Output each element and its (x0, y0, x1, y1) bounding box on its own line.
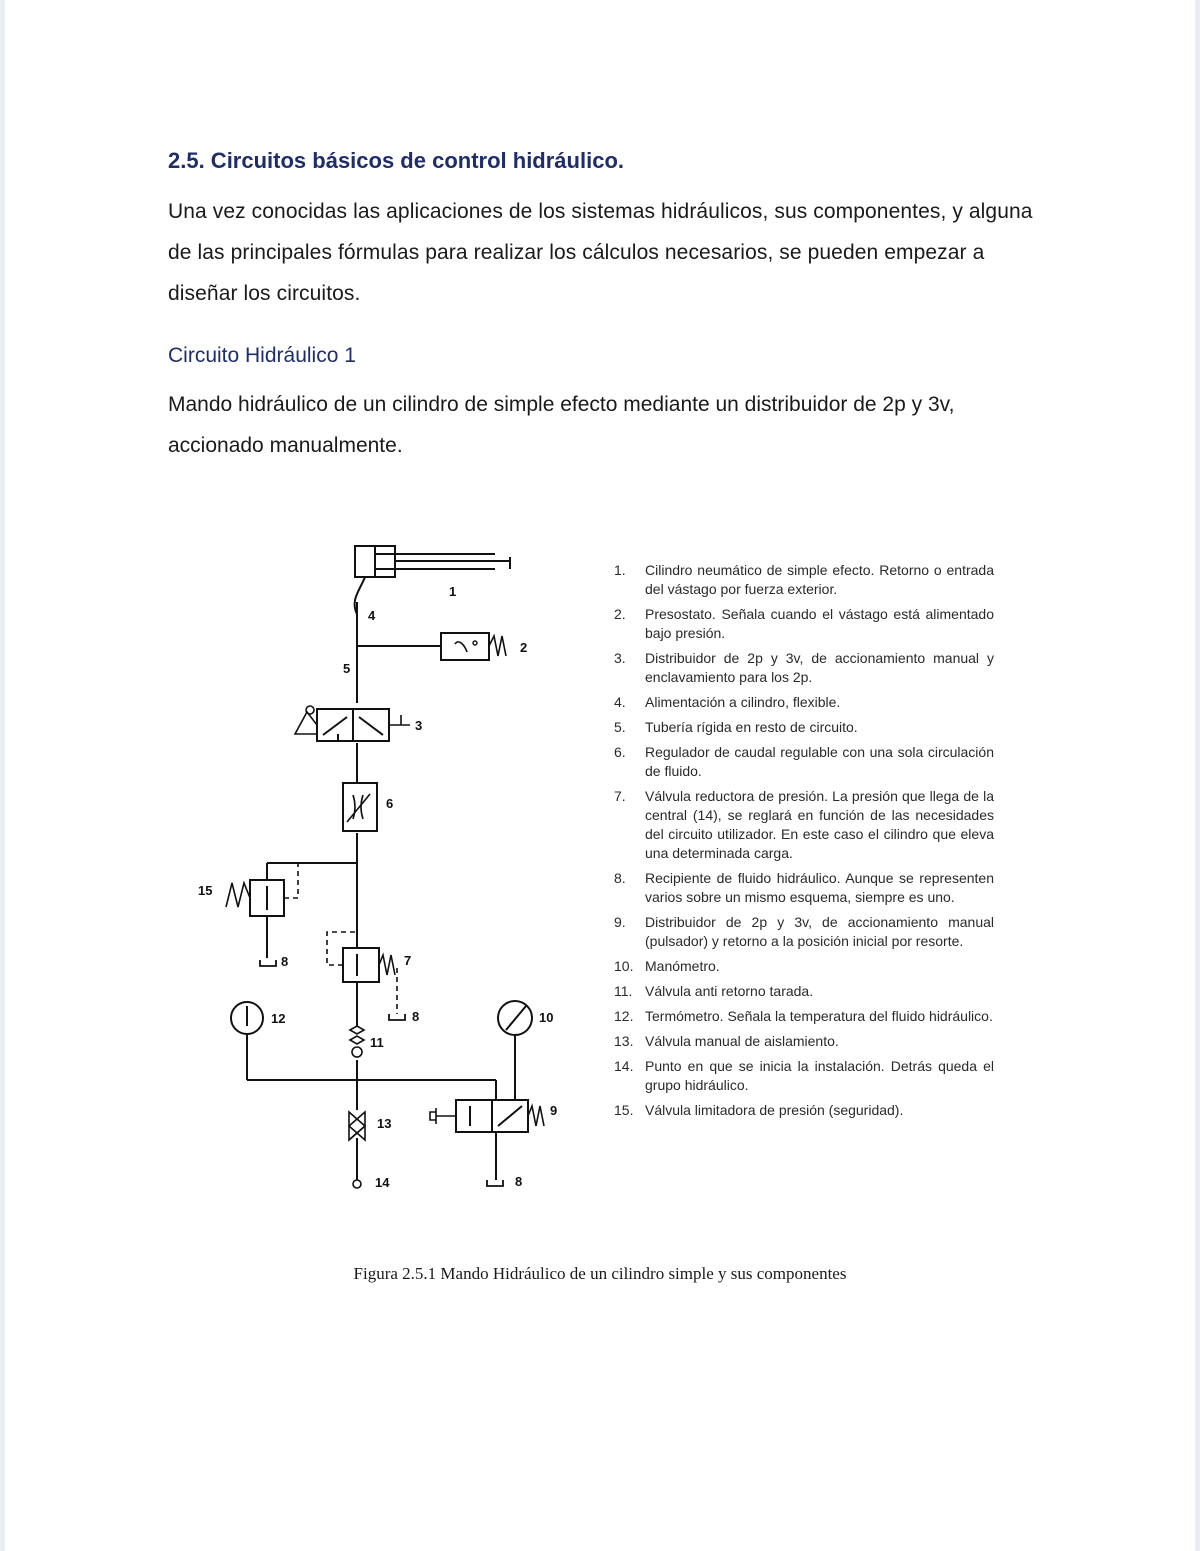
component-legend (614, 561, 994, 1126)
legend-number: 8. (614, 870, 626, 886)
manual-distributor (295, 706, 410, 741)
diagram-label: 13 (377, 1116, 392, 1131)
diagram-label: 1 (449, 584, 457, 599)
legend-number: 10. (614, 958, 634, 974)
figure-caption: Figura 2.5.1 Mando Hidráulico de un cilindro simple y sus componentes (353, 1264, 847, 1283)
tank-icon (260, 960, 276, 966)
legend-number: 6. (614, 744, 626, 760)
legend-item (614, 649, 994, 687)
page-edge-right (1195, 0, 1200, 1551)
legend-text: Alimentación a cilindro, flexible. (645, 694, 841, 710)
legend-item (614, 869, 994, 907)
legend-text: Válvula limitadora de presión (seguridad). (645, 1102, 904, 1118)
legend-number: 5. (614, 719, 626, 735)
legend-item (614, 743, 994, 781)
legend-text: Presostato. Señala cuando el vástago está alimentado bajo presión. (645, 606, 994, 641)
legend-text: Recipiente de fluido hidráulico. Aunque se representen varios sobre un mismo esquema, siempre es uno. (645, 870, 994, 905)
diagram-label: 4 (368, 608, 376, 623)
tank-icon (487, 1180, 503, 1186)
diagram-label: 6 (386, 796, 394, 811)
diagram-label: 14 (375, 1175, 390, 1190)
diagram-label: 2 (520, 640, 528, 655)
pushbutton-distributor (430, 1100, 544, 1180)
manometer (498, 1001, 532, 1100)
legend-number: 14. (614, 1058, 634, 1074)
legend-text: Punto en que se inicia la instalación. Detrás queda el grupo hidráulico. (645, 1058, 994, 1093)
legend-text: Termómetro. Señala la temperatura del fluido hidráulico. (645, 1008, 993, 1024)
legend-text: Válvula manual de aislamiento. (645, 1033, 839, 1049)
legend-item (614, 693, 994, 712)
legend-item (614, 1057, 994, 1095)
legend-item (614, 1007, 994, 1026)
supply-point (353, 1180, 361, 1188)
legend-text: Tubería rígida en resto de circuito. (645, 719, 858, 735)
legend-number: 9. (614, 914, 626, 930)
diagram-label: 15 (198, 883, 213, 898)
diagram-label: 10 (539, 1010, 554, 1025)
legend-text: Cilindro neumático de simple efecto. Retorno o entrada del vástago por fuerza exterior. (645, 562, 994, 597)
legend-text: Distribuidor de 2p y 3v, de accionamiento manual y enclavamiento para los 2p. (645, 650, 994, 685)
pressure-switch (357, 633, 506, 660)
legend-item (614, 718, 994, 737)
legend-number: 12. (614, 1008, 634, 1024)
page-edge-left (0, 0, 5, 1551)
diagram-label: 8 (281, 954, 289, 969)
section-heading: 2.5. Circuitos básicos de control hidráulico. (168, 148, 624, 173)
manual-isolation-valve (349, 1112, 365, 1140)
single-acting-cylinder (355, 546, 510, 577)
intro-paragraph: Una vez conocidas las aplicaciones de los sistemas hidráulicos, sus componentes, y alguna de las principales fórmulas para realizar los cálculos necesarios, se pueden empezar a diseñar los circuitos. (168, 200, 1033, 305)
circuit-description: Mando hidráulico de un cilindro de simple efecto mediante un distribuidor de 2p y 3v, accionado manualmente. (168, 393, 955, 457)
pressure-limiting-valve (226, 863, 357, 958)
diagram-label: 11 (370, 1035, 384, 1050)
legend-number: 15. (614, 1102, 634, 1118)
legend-number: 1. (614, 562, 626, 578)
circuit-heading: Circuito Hidráulico 1 (168, 344, 356, 367)
legend-number: 13. (614, 1033, 634, 1049)
flexible-hose (355, 577, 365, 614)
legend-text: Distribuidor de 2p y 3v, de accionamiento manual (pulsador) y retorno a la posición inicial por resorte. (645, 914, 994, 949)
diagram-label: 8 (515, 1174, 523, 1189)
legend-number: 3. (614, 650, 626, 666)
legend-item (614, 561, 994, 599)
legend-item (614, 605, 994, 643)
legend-number: 4. (614, 694, 626, 710)
legend-text: Manómetro. (645, 958, 720, 974)
legend-item (614, 957, 994, 976)
legend-text: Válvula anti retorno tarada. (645, 983, 814, 999)
legend-number: 7. (614, 788, 626, 804)
pressure-reducing-valve (327, 932, 397, 1014)
diagram-label: 3 (415, 718, 423, 733)
legend-text: Válvula reductora de presión. La presión que llega de la central (14), se reglará en función de las necesidades del circuito utilizador. En este caso el cilindro que eleva una determinada carga. (645, 788, 994, 861)
legend-item (614, 982, 994, 1001)
check-valve (350, 1026, 364, 1057)
diagram-label: 7 (404, 953, 412, 968)
legend-number: 11. (614, 983, 633, 999)
diagram-label: 5 (343, 661, 351, 676)
flow-regulator (343, 783, 377, 831)
diagram-label: 8 (412, 1009, 420, 1024)
legend-item (614, 1032, 994, 1051)
legend-text: Regulador de caudal regulable con una sola circulación de fluido. (645, 744, 994, 779)
legend-item (614, 787, 994, 863)
diagram-label: 9 (550, 1103, 558, 1118)
legend-item (614, 913, 994, 951)
legend-number: 2. (614, 606, 626, 622)
tank-icon (389, 1014, 405, 1020)
hydraulic-circuit-diagram (190, 540, 580, 1200)
legend-item (614, 1101, 994, 1120)
diagram-label: 12 (271, 1011, 286, 1026)
